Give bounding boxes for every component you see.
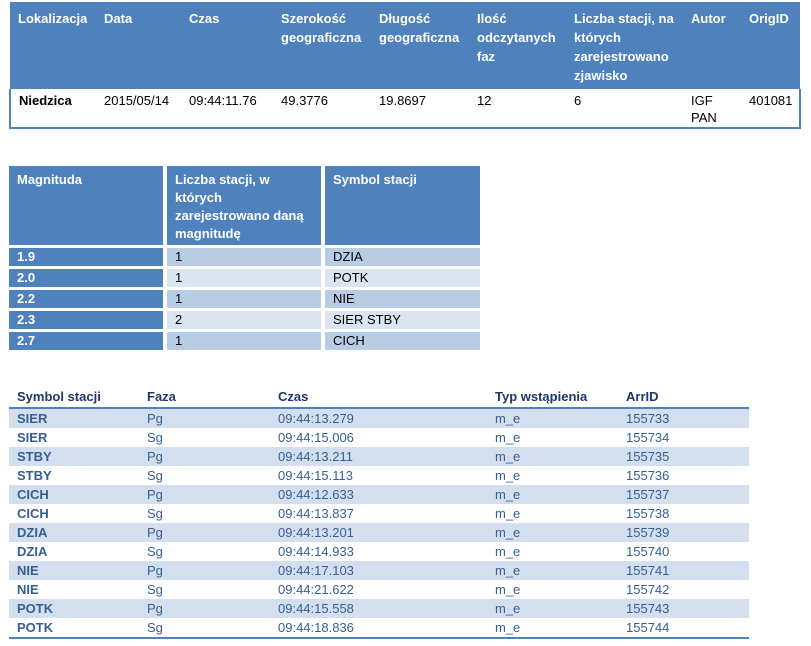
table-row	[9, 618, 749, 638]
arrival-time: 09:44:13.201	[270, 523, 487, 542]
magnitude-value: 2.0	[9, 269, 167, 287]
header-symbol-stacji: Symbol stacji	[9, 387, 139, 408]
arrival-time: 09:44:12.633	[270, 485, 487, 504]
arrival-time: 09:44:15.006	[278, 430, 354, 445]
cell-autor: IGF PAN	[683, 89, 741, 128]
station-symbol: NIE	[17, 582, 39, 597]
table-row	[9, 523, 749, 542]
header-czas: Czas	[181, 2, 273, 89]
table-row	[9, 466, 749, 485]
station-symbol: STBY	[17, 468, 52, 483]
station-symbols: DZIA	[325, 248, 480, 266]
header-czas: Czas	[270, 387, 487, 408]
phase-table	[9, 387, 749, 639]
onset-type: m_e	[495, 468, 521, 483]
header-arrid: ArrID	[618, 387, 749, 408]
phase: Sg	[147, 430, 163, 445]
cell-liczba-stacji: 6	[566, 89, 683, 128]
magnitude-table	[9, 163, 480, 353]
phase: Pg	[139, 561, 270, 580]
event-header-row	[10, 2, 800, 89]
table-row	[9, 290, 480, 308]
header-faza: Faza	[139, 387, 270, 408]
table-row	[9, 504, 749, 523]
header-liczba-stacji-magnituda: Liczba stacji, w których zarejestrowano daną magnitudę	[167, 166, 325, 245]
table-row	[9, 408, 749, 428]
station-count: 2	[167, 311, 325, 329]
header-origid: OrigID	[741, 2, 800, 89]
station-symbols: CICH	[325, 332, 480, 350]
station-count: 1	[167, 290, 325, 308]
onset-type: m_e	[487, 599, 618, 618]
station-symbol: SIER	[17, 430, 48, 445]
arr-id: 155736	[626, 468, 670, 483]
table-row	[9, 248, 480, 266]
header-typ-wstapienia: Typ wstąpienia	[487, 387, 618, 408]
station-symbols: SIER STBY	[325, 311, 480, 329]
onset-type: m_e	[487, 447, 618, 466]
station-count: 1	[167, 332, 325, 350]
phase: Sg	[147, 544, 163, 559]
onset-type: m_e	[487, 485, 618, 504]
cell-ilosc-faz: 12	[469, 89, 566, 128]
table-row	[9, 542, 749, 561]
arr-id: 155740	[626, 544, 670, 559]
header-magnituda: Magnituda	[9, 166, 167, 245]
table-row	[9, 580, 749, 599]
station-symbol: NIE	[9, 561, 139, 580]
onset-type: m_e	[495, 430, 521, 445]
phase: Pg	[139, 485, 270, 504]
magnitude-value: 2.2	[9, 290, 167, 308]
station-symbols: POTK	[325, 269, 480, 287]
phase: Pg	[139, 408, 270, 428]
arrival-time: 09:44:14.933	[278, 544, 354, 559]
table-row	[9, 447, 749, 466]
phase: Sg	[139, 618, 270, 638]
cell-data: 2015/05/14	[96, 89, 181, 128]
phase: Sg	[147, 582, 163, 597]
station-count: 1	[167, 269, 325, 287]
cell-dlugosc: 19.8697	[371, 89, 469, 128]
phase: Sg	[147, 506, 163, 521]
cell-lokalizacja: Niedzica	[10, 89, 96, 128]
table-row	[9, 599, 749, 618]
arr-id: 155738	[626, 506, 670, 521]
event-table	[9, 2, 801, 129]
onset-type: m_e	[487, 408, 618, 428]
arr-id: 155743	[618, 599, 749, 618]
phase: Pg	[139, 523, 270, 542]
cell-czas: 09:44:11.76	[181, 89, 273, 128]
onset-type: m_e	[495, 544, 521, 559]
arrival-time: 09:44:15.113	[278, 468, 353, 483]
arrival-time: 09:44:15.558	[270, 599, 487, 618]
arr-id: 155734	[626, 430, 670, 445]
event-row	[10, 89, 800, 128]
onset-type: m_e	[487, 618, 618, 638]
phase-header-row	[9, 387, 749, 408]
arr-id: 155735	[618, 447, 749, 466]
arrival-time: 09:44:13.211	[270, 447, 487, 466]
magnitude-value: 2.3	[9, 311, 167, 329]
onset-type: m_e	[487, 561, 618, 580]
magnitude-value: 1.9	[9, 248, 167, 266]
station-symbol: SIER	[9, 408, 139, 428]
station-symbol: POTK	[9, 618, 139, 638]
station-symbol: DZIA	[17, 544, 48, 559]
station-count: 1	[167, 248, 325, 266]
table-row	[9, 428, 749, 447]
arrival-time: 09:44:13.279	[270, 408, 487, 428]
header-liczba-stacji: Liczba stacji, na których zarejestrowano zjawisko	[566, 2, 683, 89]
magnitude-value: 2.7	[9, 332, 167, 350]
arr-id: 155737	[618, 485, 749, 504]
header-autor: Autor	[683, 2, 741, 89]
arr-id: 155741	[618, 561, 749, 580]
onset-type: m_e	[487, 523, 618, 542]
header-lokalizacja: Lokalizacja	[10, 2, 96, 89]
phase: Pg	[139, 447, 270, 466]
table-row	[9, 561, 749, 580]
arrival-time: 09:44:13.837	[278, 506, 354, 521]
station-symbol: CICH	[9, 485, 139, 504]
station-symbol: STBY	[9, 447, 139, 466]
station-symbol: DZIA	[9, 523, 139, 542]
cell-origid: 401081	[741, 89, 800, 128]
station-symbol: POTK	[9, 599, 139, 618]
station-symbols: NIE	[325, 290, 480, 308]
arr-id: 155733	[618, 408, 749, 428]
table-row	[9, 269, 480, 287]
phase: Pg	[139, 599, 270, 618]
arr-id: 155739	[618, 523, 749, 542]
header-symbol-stacji: Symbol stacji	[325, 166, 480, 245]
arr-id: 155744	[618, 618, 749, 638]
onset-type: m_e	[495, 582, 521, 597]
station-symbol: CICH	[17, 506, 49, 521]
magnitude-header-row	[9, 166, 480, 245]
header-dlugosc: Długość geograficzna	[371, 2, 469, 89]
table-row	[9, 311, 480, 329]
header-data: Data	[96, 2, 181, 89]
arr-id: 155742	[626, 582, 670, 597]
cell-szerokosc: 49.3776	[273, 89, 371, 128]
header-ilosc-faz: Ilość odczytanych faz	[469, 2, 566, 89]
header-szerokosc: Szerokość geograficzna	[273, 2, 371, 89]
table-row	[9, 332, 480, 350]
arrival-time: 09:44:21.622	[278, 582, 354, 597]
arrival-time: 09:44:17.103	[270, 561, 487, 580]
phase: Sg	[147, 468, 163, 483]
table-row	[9, 485, 749, 504]
arrival-time: 09:44:18.836	[270, 618, 487, 638]
onset-type: m_e	[495, 506, 521, 521]
